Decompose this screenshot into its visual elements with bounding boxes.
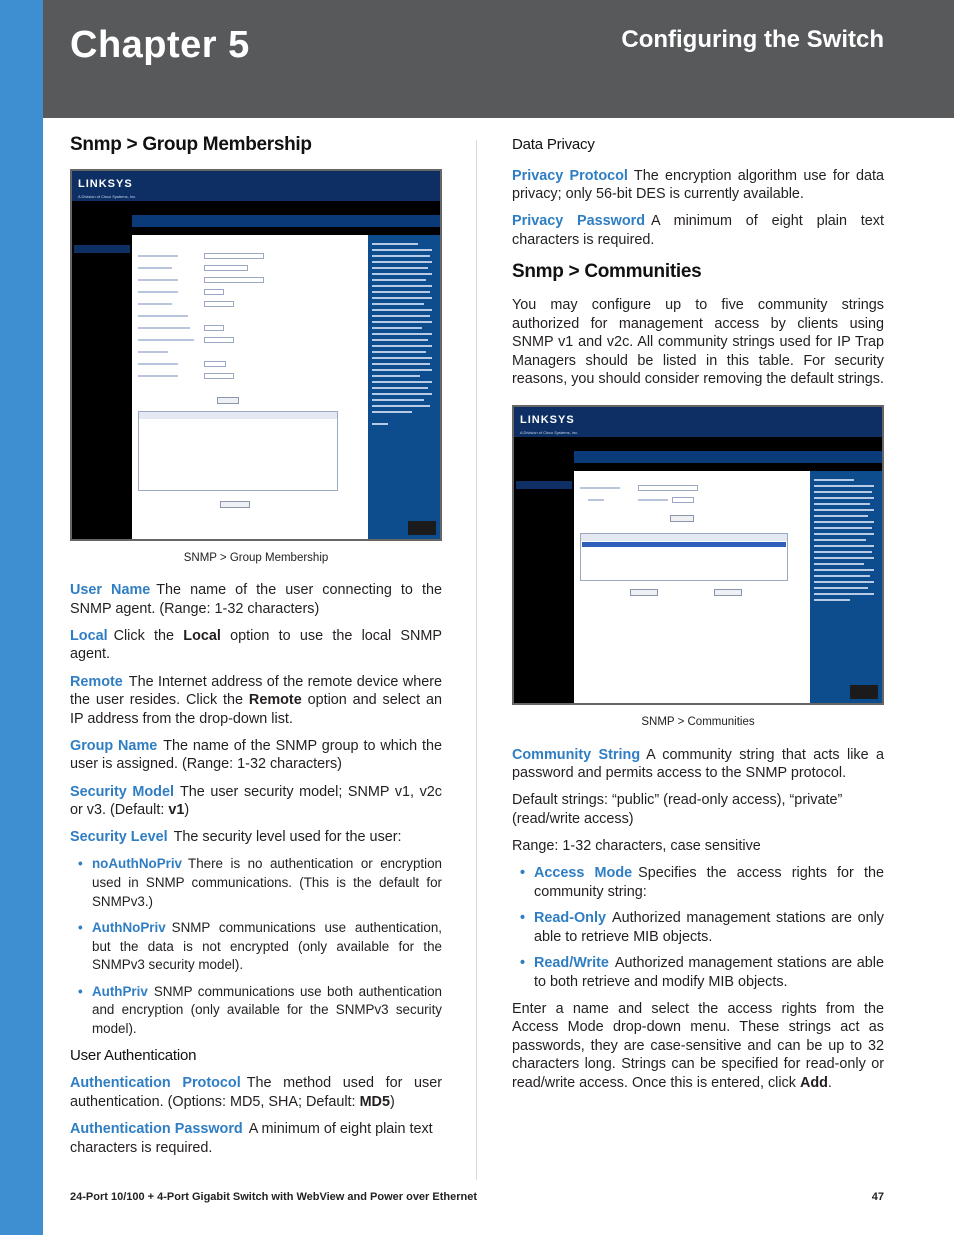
closing-paragraph xyxy=(512,1000,884,1093)
term-authpriv: AuthPriv xyxy=(92,983,148,999)
communities-heading: Snmp > Communities xyxy=(512,261,702,283)
term-privacy-protocol: Privacy Protocol xyxy=(512,167,628,184)
term-auth-protocol: Authentication Protocol xyxy=(70,1075,241,1092)
list-item: • Access Mode Specifies the access rights for the community string: xyxy=(520,865,884,900)
security-level-list xyxy=(78,855,442,1038)
communities-caption: SNMP > Communities xyxy=(641,716,755,729)
security-model-post: ) xyxy=(184,802,190,819)
column-divider xyxy=(476,140,477,1180)
access-mode-text: Specifies the access rights for the community string: xyxy=(534,865,884,900)
closing-post: . xyxy=(827,1075,832,1092)
closing-pre: Enter a name and select the access rights from the Access Mode drop-down menu. These strings act as passwords, they are case-sensitive and can be up to 32 characters long. Strings can be specified for read-only or read/write access. Once this is entered, click xyxy=(512,1000,884,1092)
term-local: Local xyxy=(70,627,108,644)
group-name-text: The name of the SNMP group to which the user is assigned. (Range: 1-32 characters) xyxy=(70,737,442,773)
term-group-name: Group Name xyxy=(70,737,158,754)
remote-post: option and select an IP address from the drop-down list. xyxy=(70,692,442,727)
security-model-bold: v1 xyxy=(168,802,185,819)
local-post: option to use the local SNMP agent. xyxy=(70,627,443,663)
term-user-name: User Name xyxy=(70,582,151,599)
auth-protocol-paragraph xyxy=(70,1074,442,1111)
linksys-logo: LINKSYS xyxy=(520,414,575,427)
security-model-pre: The user security model; SNMP v1, v2c or v3. (Default: xyxy=(70,783,443,819)
term-privacy-password: Privacy Password xyxy=(512,213,645,230)
remote-pre: The Internet address of the remote device where the user resides. Click the xyxy=(70,673,442,709)
right-column xyxy=(512,136,884,1101)
auth-password-text: A minimum of eight plain text characters is required. xyxy=(70,1120,433,1156)
cisco-logo-icon xyxy=(850,685,878,699)
linksys-logo: LINKSYS xyxy=(78,177,133,190)
auth-protocol-post: ) xyxy=(389,1093,395,1110)
group-membership-caption: SNMP > Group Membership xyxy=(183,551,329,564)
vendor-line: A Division of Cisco Systems, Inc. xyxy=(520,430,579,436)
section-title: Configuring the Switch xyxy=(621,26,884,53)
list-item: • AuthPriv SNMP communications use both authentication and encryption (only available for the SNMPv3 security model). xyxy=(78,983,442,1037)
auth-password-paragraph xyxy=(70,1120,442,1157)
user-name-text: The name of the user connecting to the SNMP agent. (Range: 1-32 characters) xyxy=(70,582,442,617)
communities-screenshot xyxy=(512,405,884,705)
local-bold: Local xyxy=(183,627,221,644)
user-auth-heading: User Authentication xyxy=(70,1046,197,1064)
list-item: • Read/Write Authorized management stations are able to both retrieve and modify MIB objects. xyxy=(520,955,884,991)
community-string-text: A community string that acts like a password and permits access to the SNMP protocol. xyxy=(512,746,884,782)
closing-bold: Add xyxy=(799,1075,828,1092)
group-membership-screenshot xyxy=(70,169,442,541)
local-paragraph xyxy=(70,627,442,664)
footer-product: 24-Port 10/100 + 4-Port Gigabit Switch with WebView and Power over Ethernet xyxy=(70,1191,478,1203)
term-remote: Remote xyxy=(70,673,123,690)
term-read-only: Read-Only xyxy=(534,910,606,927)
auth-protocol-bold: MD5 xyxy=(359,1093,390,1110)
privacy-protocol-text: The encryption algorithm use for data privacy; only 56-bit DES is currently available. xyxy=(512,167,885,203)
term-authnopriv: AuthNoPriv xyxy=(92,920,166,936)
privacy-protocol-paragraph xyxy=(512,167,884,204)
group-membership-heading: Snmp > Group Membership xyxy=(70,134,312,155)
left-column xyxy=(70,136,442,1166)
term-auth-password: Authentication Password xyxy=(70,1120,243,1137)
term-read-write: Read/Write xyxy=(534,955,609,972)
chapter-title: Chapter 5 xyxy=(70,24,250,66)
term-security-level: Security Level xyxy=(70,829,168,846)
page-number: 47 xyxy=(871,1191,884,1203)
community-string-paragraph xyxy=(512,746,884,783)
authpriv-text: SNMP communications use both authentication and encryption (only available for the SNMPv3 security model). xyxy=(92,983,442,1037)
data-privacy-heading: Data Privacy xyxy=(512,136,595,153)
cisco-logo-icon xyxy=(408,521,436,535)
remote-paragraph xyxy=(70,673,442,729)
remote-bold: Remote xyxy=(248,692,302,709)
privacy-password-text: A minimum of eight plain text characters is required. xyxy=(512,213,884,248)
default-strings-paragraph: Default strings: “public” (read-only access), “private” (read/write access) xyxy=(512,792,843,827)
group-name-paragraph xyxy=(70,737,442,774)
list-item: • noAuthNoPriv There is no authentication or encryption used in SNMP communications. (This is the default for SNMPv3.) xyxy=(78,856,442,909)
auth-protocol-pre: The method used for user authentication. (Options: MD5, SHA; Default: xyxy=(70,1075,442,1110)
term-community-string: Community String xyxy=(512,746,641,763)
communities-intro: You may configure up to five community strings authorized for management access by clients using SNMP v1 and v2c. All community strings used for IP Trap Managers should be listed in this table. For security reasons, you should consider removing the default strings. xyxy=(512,297,884,388)
authnopriv-text: SNMP communications use authentication, but the data is not encrypted (only available for the SNMPv3 security model). xyxy=(92,920,442,973)
security-level-text: The security level used for the user: xyxy=(173,829,402,846)
read-write-text: Authorized management stations are able to both retrieve and modify MIB objects. xyxy=(534,955,884,991)
list-item: • Read-Only Authorized management stations are only able to retrieve MIB objects. xyxy=(520,910,884,945)
term-security-model: Security Model xyxy=(70,783,174,800)
security-model-paragraph xyxy=(70,783,442,820)
list-item: • AuthNoPriv SNMP communications use authentication, but the data is not encrypted (only available for the SNMPv3 security model). xyxy=(78,920,442,973)
range-paragraph: Range: 1-32 characters, case sensitive xyxy=(512,838,761,854)
term-access-mode: Access Mode xyxy=(534,865,633,882)
user-name-paragraph xyxy=(70,581,442,618)
term-noauthnopriv: noAuthNoPriv xyxy=(92,856,183,872)
vendor-line: A Division of Cisco Systems, Inc. xyxy=(78,193,137,199)
access-mode-list xyxy=(520,864,884,992)
noauthnopriv-text: There is no authentication or encryption used in SNMP communications. (This is the default for SNMPv3.) xyxy=(92,856,442,909)
privacy-password-paragraph xyxy=(512,212,884,249)
local-pre: Click the xyxy=(113,627,175,644)
read-only-text: Authorized management stations are only able to retrieve MIB objects. xyxy=(534,910,884,945)
security-level-paragraph xyxy=(70,828,442,847)
side-color-bar xyxy=(0,0,43,1235)
